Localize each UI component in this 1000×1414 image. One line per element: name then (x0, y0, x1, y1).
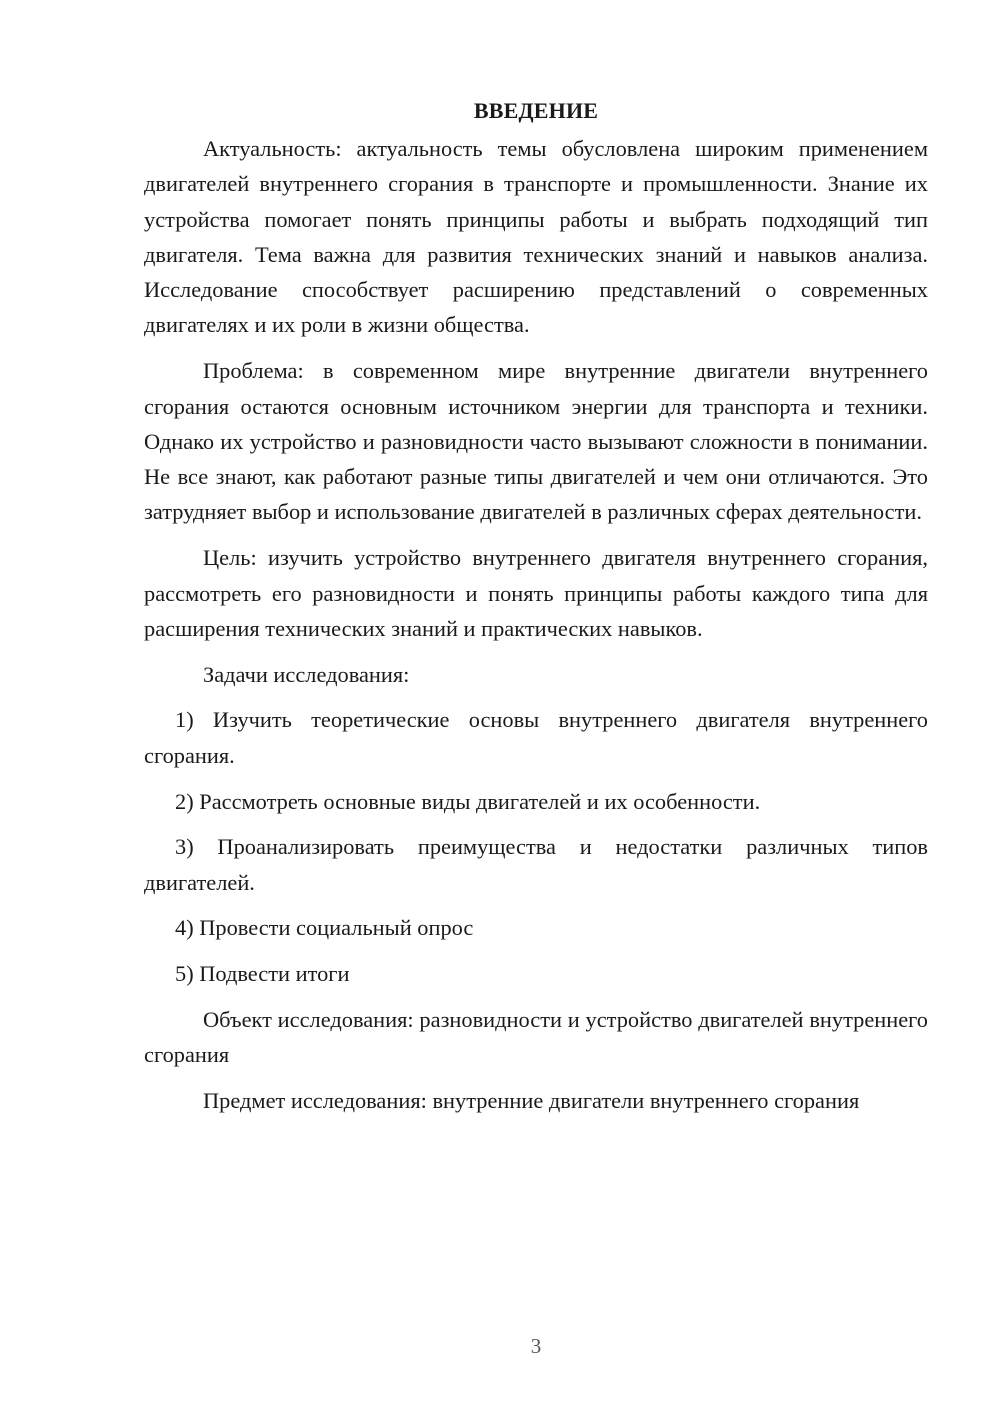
paragraph-problem: Проблема: в современном мире внутренние двигатели внутреннего сгорания остаются основным источником энергии для транспорта и техники. Однако их устройство и разновидности часто вызывают сложности в понимании. Не все знают, как работают разные типы двигателей и чем они отличаются. Это затрудняет выбор и использование двигателей в различных сферах деятельности. (144, 358, 928, 525)
task-item: 1) Изучить теоретические основы внутреннего двигателя внутреннего сгорания. (144, 707, 928, 768)
paragraph-subject: Предмет исследования: внутренние двигатели внутреннего сгорания (203, 1088, 860, 1114)
section-heading: ВВЕДЕНИЕ (473, 98, 599, 123)
tasks-heading: Задачи исследования: (203, 661, 410, 687)
document-page (144, 96, 928, 1129)
paragraph-object: Объект исследования: разновидности и устройство двигателей внутреннего сгорания (144, 1007, 928, 1068)
paragraph-goal: Цель: изучить устройство внутреннего двигателя внутреннего сгорания, рассмотреть его разновидности и понять принципы работы каждого типа для расширения технических знаний и практических навыков. (144, 545, 928, 641)
task-item: 2) Рассмотреть основные виды двигателей и их особенности. (175, 788, 761, 814)
page-number: 3 (530, 1334, 542, 1358)
paragraph-relevance: Актуальность: актуальность темы обусловлена широким применением двигателей внутреннего сгорания в транспорте и промышленности. Знание их устройства помогает понять принципы работы и выбрать подходящий тип двигателя. Тема важна для развития технических знаний и навыков анализа. Исследование способствует расширению представлений о современных двигателях и их роли в жизни общества. (144, 136, 928, 338)
task-item: 3) Проанализировать преимущества и недостатки различных типов двигателей. (144, 834, 928, 895)
task-item: 4) Провести социальный опрос (175, 915, 474, 941)
task-item: 5) Подвести итоги (175, 961, 350, 987)
